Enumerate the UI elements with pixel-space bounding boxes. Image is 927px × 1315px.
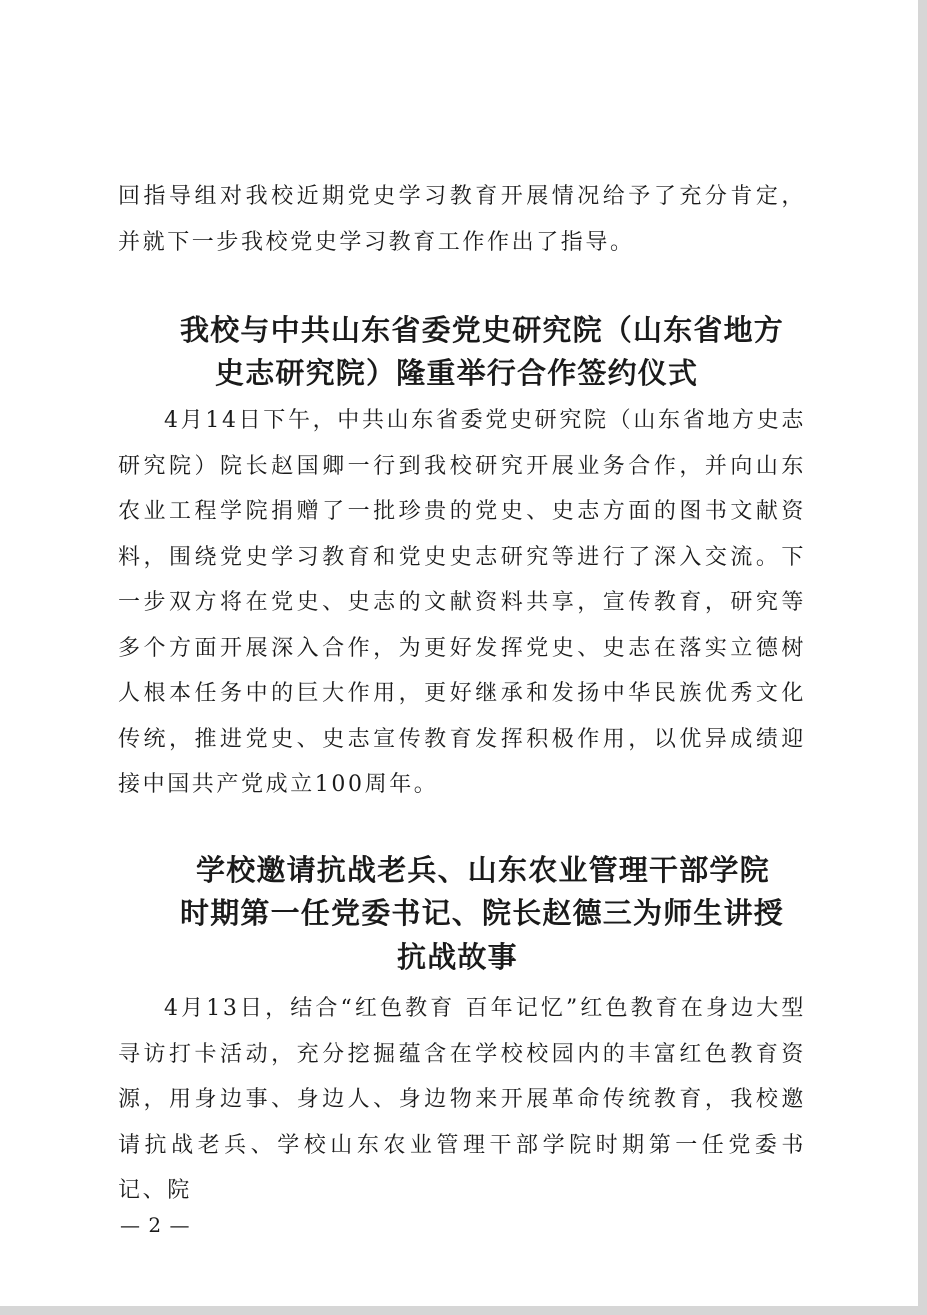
article2-body: 4月13日，结合“红色教育 百年记忆”红色教育在身边大型寻访打卡活动，充分挖掘蕴含在学校校园内的丰富红色教育资源，用身边事、身边人、身边物来开展革命传统教育，我校邀请抗战老兵、学校山东农业管理干部学院时期第一任党委书记、院 — [118, 996, 806, 1203]
article1-title-line1: 我校与中共山东省委党史研究院（山东省地方 — [180, 313, 785, 347]
page-number: — 2 — — [120, 1213, 191, 1237]
article2-title-line3: 抗战故事 — [397, 940, 518, 974]
paragraph-continued: 回指导组对我校近期党史学习教育开展情况给予了充分肯定，并就下一步我校党史学习教育工作作出了指导。 — [118, 184, 806, 255]
article1-body: 4月14日下午，中共山东省委党史研究院（山东省地方史志研究院）院长赵国卿一行到我校研究开展业务合作，并向山东农业工程学院捐赠了一批珍贵的党史、史志方面的图书文献资料，围绕党史学习教育和党史史志研究等进行了深入交流。下一步双方将在党史、史志的文献资料共享，宣传教育，研究等多个方面开展深入合作，为更好发挥党史、史志在落实立德树人根本任务中的巨大作用，更好继承和发扬中华民族优秀文化传统，推进党史、史志宣传教育发挥积极作用，以优异成绩迎接中国共产党成立100周年。 — [118, 408, 806, 797]
article2-title-line2: 时期第一任党委书记、院长赵德三为师生讲授 — [180, 896, 785, 930]
page-edge-shadow-right — [918, 0, 927, 1315]
page-edge-shadow-bottom — [0, 1306, 927, 1315]
article2-title-line1: 学校邀请抗战老兵、山东农业管理干部学院 — [196, 853, 770, 887]
article1-title-line2: 史志研究院）隆重举行合作签约仪式 — [215, 356, 699, 390]
